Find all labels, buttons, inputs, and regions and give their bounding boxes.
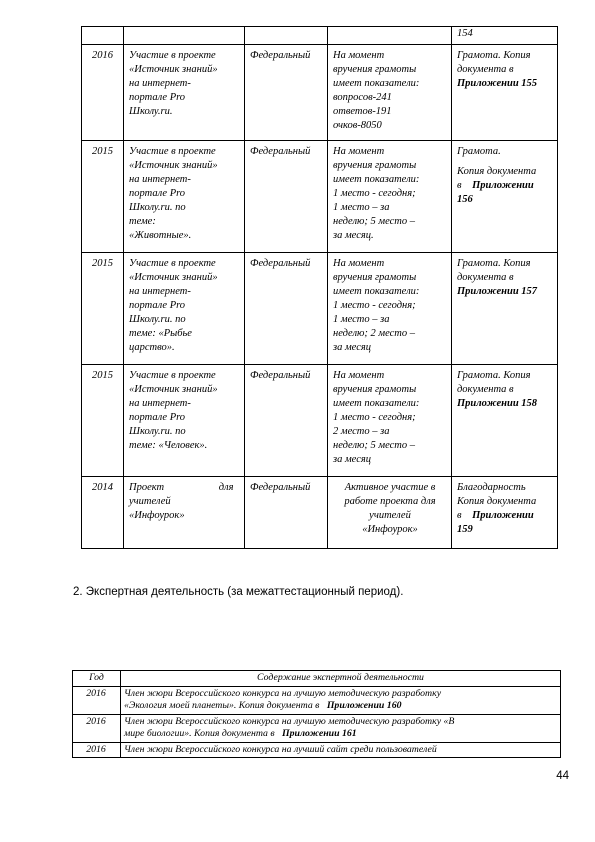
table-row bbox=[73, 742, 561, 758]
result-cell: На момент вручения грамоты имеет показатели: 1 место - сегодня; 1 место – за неделю; 2 место – за месяц bbox=[328, 253, 452, 365]
table-row bbox=[82, 365, 558, 477]
year-cell: 2016 bbox=[73, 686, 121, 714]
doc-cell: Благодарность Копия документа в Приложении 159 bbox=[452, 477, 558, 549]
level-cell: Федеральный bbox=[245, 45, 328, 141]
result-cell: Активное участие в работе проекта для учителей «Инфоурок» bbox=[328, 477, 452, 549]
achievements-table bbox=[81, 26, 558, 549]
table-row bbox=[82, 141, 558, 253]
content-cell: Член жюри Всероссийского конкурса на лучшую методическую разработку «Экология моей планеты». Копия документа в Приложении 160 bbox=[121, 686, 561, 714]
doc-cell: Грамота. Копия документа в Приложении 155 bbox=[452, 45, 558, 141]
year-cell: 2014 bbox=[82, 477, 124, 549]
expert-activity-table bbox=[72, 670, 561, 758]
table-row bbox=[73, 686, 561, 714]
project-cell: Участие в проекте «Источник знаний» на интернет- портале Pro Школу.ru. по теме: «Человек». bbox=[124, 365, 245, 477]
year-cell: 2015 bbox=[82, 365, 124, 477]
content-cell: Член жюри Всероссийского конкурса на лучшую методическую разработку «В мире биологии». Копия документа в Приложении 161 bbox=[121, 714, 561, 742]
year-cell: 2016 bbox=[73, 714, 121, 742]
table-row bbox=[82, 477, 558, 549]
doc-cell: Грамота. Копия документа в Приложении 158 bbox=[452, 365, 558, 477]
result-cell: На момент вручения грамоты имеет показатели: 1 место - сегодня; 2 место – за неделю; 5 место – за месяц bbox=[328, 365, 452, 477]
result-cell: На момент вручения грамоты имеет показатели: 1 место - сегодня; 1 место – за неделю; 5 место – за месяц. bbox=[328, 141, 452, 253]
project-cell: Проект для учителей «Инфоурок» bbox=[124, 477, 245, 549]
year-cell: 2016 bbox=[82, 45, 124, 141]
level-cell: Федеральный bbox=[245, 141, 328, 253]
year-cell: 2015 bbox=[82, 141, 124, 253]
table-row bbox=[73, 714, 561, 742]
table-row bbox=[82, 45, 558, 141]
table-header-row bbox=[73, 671, 561, 687]
content-cell: Член жюри Всероссийского конкурса на лучший сайт среди пользователей bbox=[121, 742, 561, 758]
table-row bbox=[82, 253, 558, 365]
project-cell: Участие в проекте «Источник знаний» на интернет- портале Pro Школу.ru. по теме: «Животные». bbox=[124, 141, 245, 253]
level-cell: Федеральный bbox=[245, 477, 328, 549]
year-cell: 2016 bbox=[73, 742, 121, 758]
doc-cell: Грамота. Копия документа в Приложении 156 bbox=[452, 141, 558, 253]
section-heading: 2. Экспертная деятельность (за межаттестационный период). bbox=[73, 586, 404, 598]
level-cell: Федеральный bbox=[245, 253, 328, 365]
year-cell: 2015 bbox=[82, 253, 124, 365]
level-cell: Федеральный bbox=[245, 365, 328, 477]
project-cell: Участие в проекте «Источник знаний» на интернет- портале Pro Школу.ru. по теме: «Рыбье царство». bbox=[124, 253, 245, 365]
table-row-fragment bbox=[82, 27, 558, 45]
column-header-year: Год bbox=[73, 671, 121, 687]
doc-cell: Грамота. Копия документа в Приложении 157 bbox=[452, 253, 558, 365]
doc-cell: 154 bbox=[452, 27, 558, 45]
project-cell: Участие в проекте «Источник знаний» на интернет- портале Pro Школу.ru. bbox=[124, 45, 245, 141]
page-number: 44 bbox=[556, 770, 569, 782]
column-header-content: Содержание экспертной деятельности bbox=[121, 671, 561, 687]
result-cell: На момент вручения грамоты имеет показатели: вопросов-241 ответов-191 очков-8050 bbox=[328, 45, 452, 141]
